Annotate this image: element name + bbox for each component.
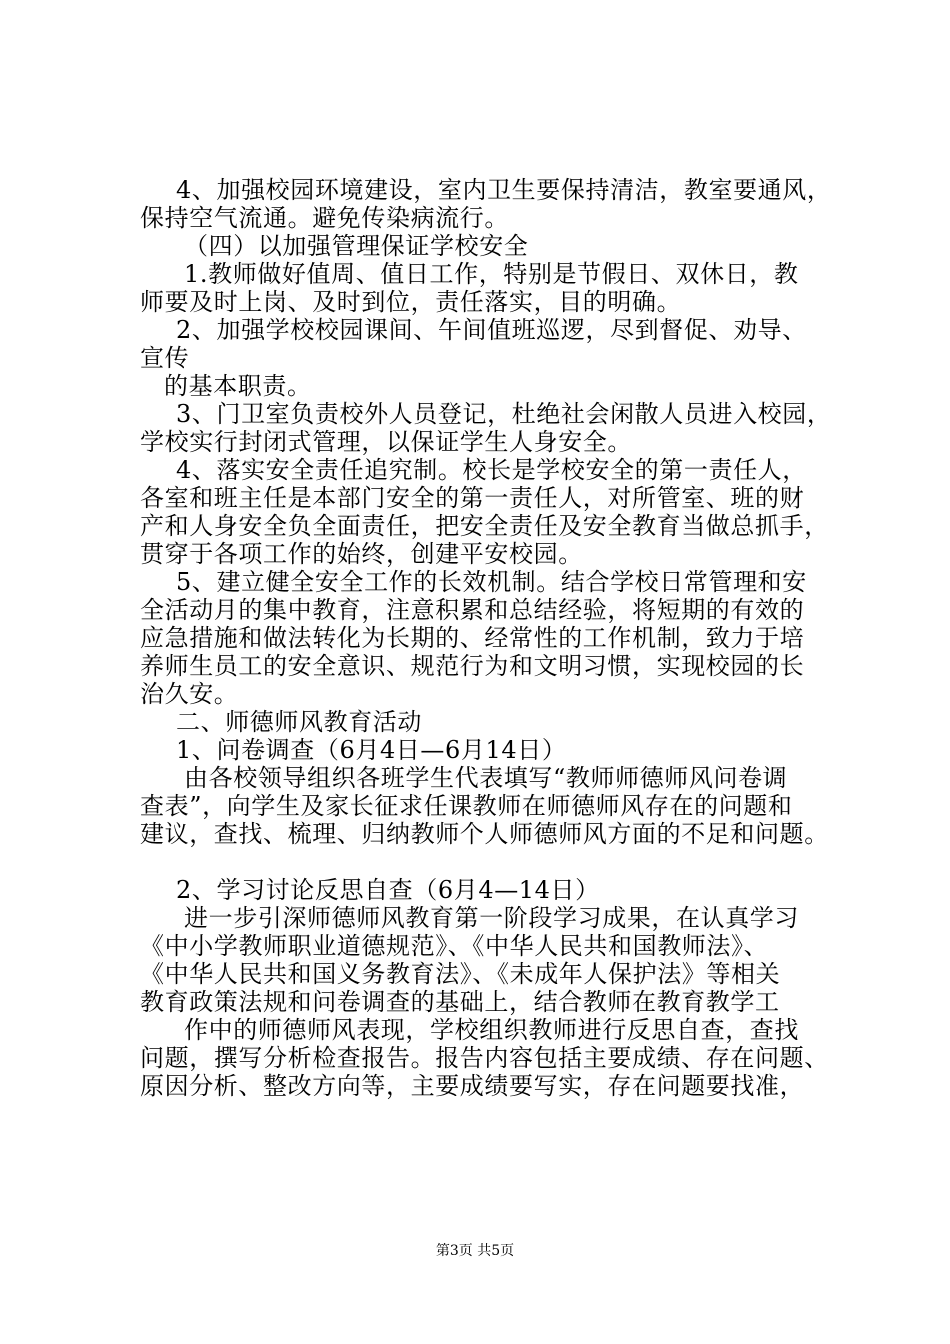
paragraph-line: 4、落实安全责任追究制。校长是学校安全的第一责任人，: [176, 456, 807, 484]
paragraph-line: 师要及时上岗、及时到位，责任落实，目的明确。: [140, 288, 682, 316]
paragraph-line: 原因分析、整改方向等，主要成绩要写实，存在问题要找准，: [140, 1072, 805, 1100]
section-heading: 二、师德师风教育活动: [176, 708, 422, 736]
paragraph-line: 应急措施和做法转化为长期的、经常性的工作机制，致力于培: [140, 624, 805, 652]
subsection-heading: 2、学习讨论反思自查（6月4—14日）: [176, 876, 600, 904]
paragraph-line: 由各校领导组织各班学生代表填写“教师师德师风问卷调: [184, 764, 788, 792]
paragraph-line: 问题，撰写分析检查报告。报告内容包括主要成绩、存在问题、: [140, 1044, 829, 1072]
subsection-heading: 1、问卷调查（6月4日—6月14日）: [176, 736, 567, 764]
paragraph-line: 贯穿于各项工作的始终，创建平安校园。: [140, 540, 583, 568]
paragraph-line: 5、建立健全安全工作的长效机制。结合学校日常管理和安: [176, 568, 807, 596]
paragraph-line: 1.教师做好值周、值日工作，特别是节假日、双休日，教: [184, 260, 799, 288]
paragraph-line: 全活动月的集中教育，注意积累和总结经验，将短期的有效的: [140, 596, 805, 624]
blank-line: [140, 848, 840, 876]
paragraph-line: 《中小学教师职业道德规范》、《中华人民共和国教师法》、: [140, 932, 769, 960]
paragraph-line: 各室和班主任是本部门安全的第一责任人，对所管室、班的财: [140, 484, 805, 512]
paragraph-line: 《中华人民共和国义务教育法》、《未成年人保护法》等相关: [140, 960, 781, 988]
paragraph-line: 进一步引深师德师风教育第一阶段学习成果，在认真学习: [184, 904, 799, 932]
paragraph-line: 保持空气流通。避免传染病流行。: [140, 204, 509, 232]
paragraph-line: 学校实行封闭式管理，以保证学生人身安全。: [140, 428, 632, 456]
paragraph-line: 建议，查找、梳理、归纳教师个人师德师风方面的不足和问题。: [140, 820, 829, 848]
paragraph-line: 2、加强学校校园课间、午间值班巡逻，尽到督促、劝导、: [176, 316, 807, 344]
paragraph-line: 的基本职责。: [164, 372, 312, 400]
paragraph-line: 查表”，向学生及家长征求任课教师在师德师风存在的问题和: [140, 792, 793, 820]
paragraph-line: 3、门卫室负责校外人员登记，杜绝社会闲散人员进入校园，: [176, 400, 832, 428]
paragraph-line: 养师生员工的安全意识、规范行为和文明习惯，实现校园的长: [140, 652, 805, 680]
paragraph-line: 宣传: [140, 344, 190, 372]
paragraph-line: 治久安。: [140, 680, 239, 708]
paragraph-line: 产和人身安全负全面责任，把安全责任及安全教育当做总抓手，: [140, 512, 829, 540]
section-heading: （四）以加强管理保证学校安全: [184, 232, 529, 260]
page-number-footer: 第3页 共5页: [435, 1243, 515, 1259]
paragraph-line: 4、加强校园环境建设，室内卫生要保持清洁，教室要通风，: [176, 176, 832, 204]
paragraph-line: 作中的师德师风表现，学校组织教师进行反思自查，查找: [184, 1016, 799, 1044]
document-body: [140, 176, 840, 1100]
paragraph-line: 教育政策法规和问卷调查的基础上，结合教师在教育教学工: [140, 988, 780, 1016]
